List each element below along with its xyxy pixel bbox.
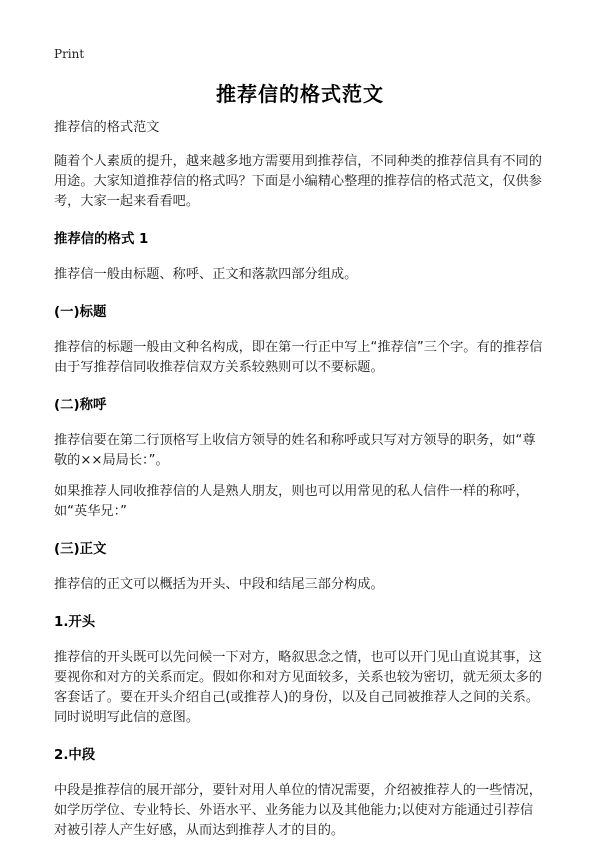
print-link[interactable]: Print <box>54 47 85 61</box>
section-heading-body: (三)正文 <box>54 542 107 557</box>
section-heading-middle: 2.中段 <box>54 748 96 763</box>
section-heading-format: 推荐信的格式 1 <box>54 232 149 247</box>
intro-paragraph: 随着个人素质的提升，越来越多地方需要用到推荐信，不同种类的推荐信具有不同的用途。大家知道推荐信的格式吗？下面是小编精心整理的推荐信的格式范文，仅供参考，大家一起来看看吧。 <box>54 154 542 209</box>
article-body <box>54 118 546 841</box>
middle-paragraph: 中段是推荐信的展开部分，要针对用人单位的情况需要，介绍被推荐人的一些情况，如学历学位、专业特长、外语水平、业务能力以及其他能力;以使对方能通过引荐信对被引荐人产生好感，从而达到推荐人才的目的。 <box>54 783 542 838</box>
page-title: 推荐信的格式范文 <box>216 82 384 106</box>
opening-paragraph: 推荐信的开头既可以先问候一下对方，略叙思念之情，也可以开门见山直说其事，这要视你和对方的关系而定。假如你和对方见面较多，关系也较为密切，就无须太多的客套话了。要在开头介绍自己(或推荐人)的身份，以及自己同被推荐人之间的关系。同时说明写此信的意图。 <box>54 650 542 725</box>
format-paragraph: 推荐信一般由标题、称呼、正文和落款四部分组成。 <box>54 267 358 282</box>
title-paragraph: 推荐信的标题一般由文种名构成，即在第一行正中写上“推荐信”三个字。有的推荐信由于写推荐信同收推荐信双方关系较熟则可以不要标题。 <box>54 340 543 375</box>
section-heading-salutation: (二)称呼 <box>54 398 107 413</box>
section-heading-opening: 1.开头 <box>54 615 96 630</box>
salutation-paragraph-1: 推荐信要在第二行顶格写上收信方领导的姓名和称呼或只写对方领导的职务，如“尊敬的××局局长：”。 <box>54 433 536 468</box>
article-subtitle: 推荐信的格式范文 <box>54 120 160 135</box>
body-paragraph: 推荐信的正文可以概括为开头、中段和结尾三部分构成。 <box>54 577 384 592</box>
salutation-paragraph-2: 如果推荐人同收推荐信的人是熟人朋友，则也可以用常见的私人信件一样的称呼，如“英华兄：” <box>54 484 529 519</box>
section-heading-title: (一)标题 <box>54 305 107 320</box>
